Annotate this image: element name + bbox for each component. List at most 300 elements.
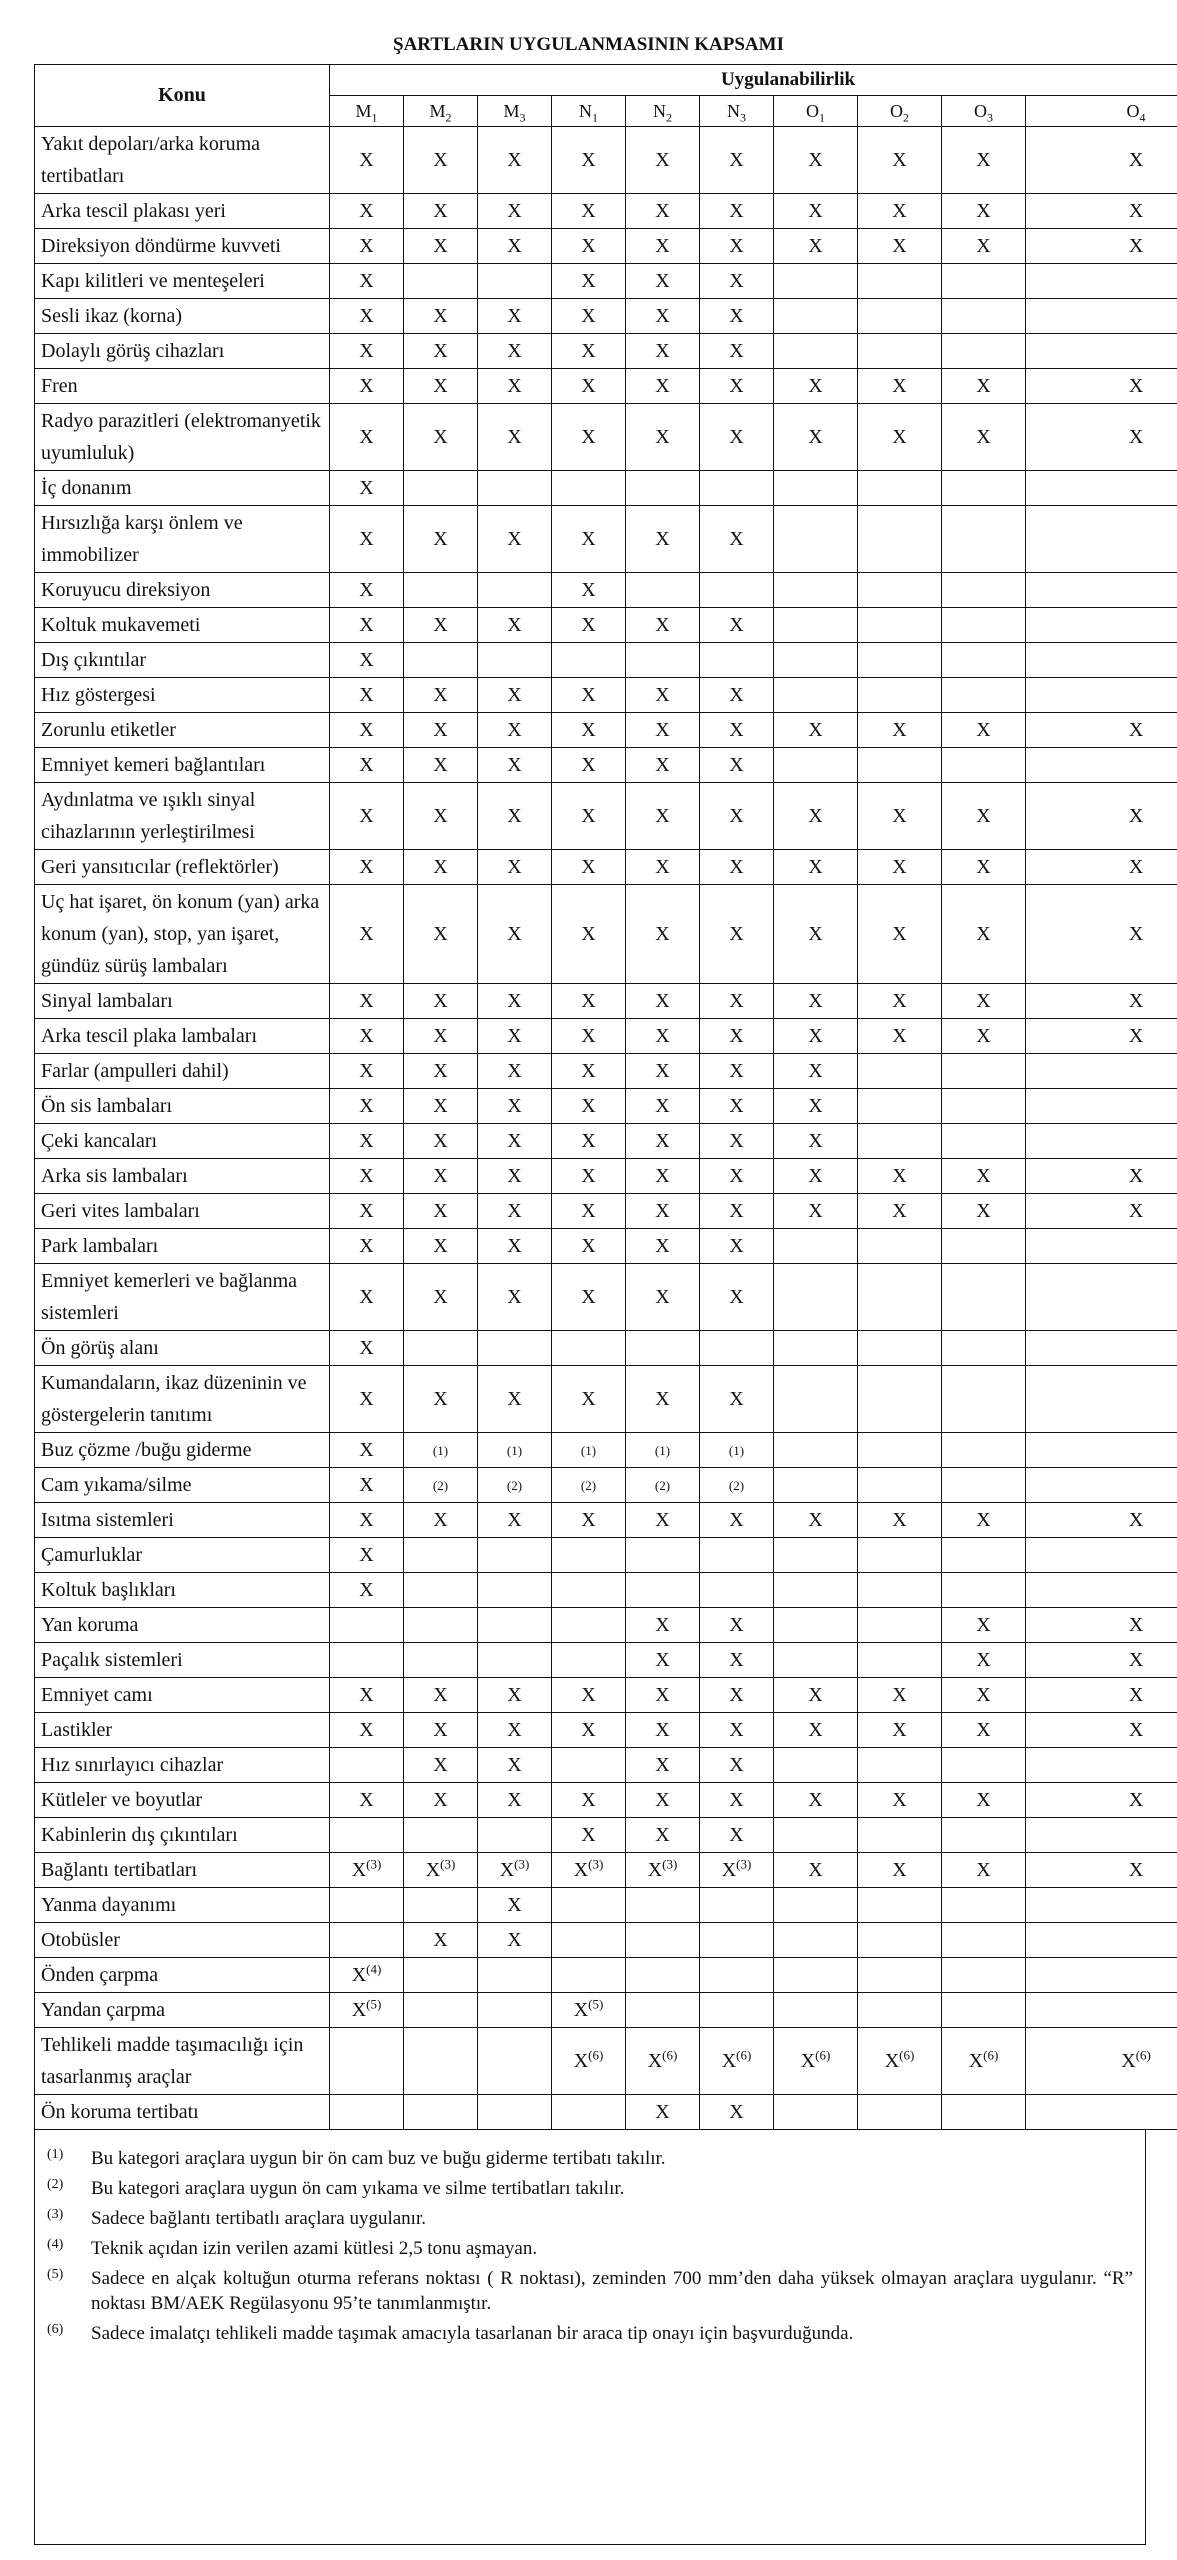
applicability-cell: X (774, 1678, 858, 1713)
applicability-cell: X (404, 404, 478, 471)
applicability-cell: X (858, 1713, 942, 1748)
applicability-cell: X (700, 264, 774, 299)
applicability-cell (552, 1748, 626, 1783)
applicability-cell: X (1026, 127, 1177, 194)
applicability-cell (404, 471, 478, 506)
category-header-m2 (404, 96, 478, 127)
applicability-cell: X (626, 264, 700, 299)
row-topic: Yakıt depoları/arka koruma tertibatları (35, 127, 330, 194)
applicability-cell (1026, 1366, 1177, 1433)
footnote-ref: (4) (366, 1961, 382, 1977)
footnote-text: Bu kategori araçlara uygun ön cam yıkama ve silme tertibatları takılır. (91, 2178, 625, 2199)
applicability-cell: X (330, 1019, 404, 1054)
applicability-cell (1026, 1264, 1177, 1331)
footnote-ref: (1) (728, 1443, 745, 1458)
applicability-cell: X (1026, 1713, 1177, 1748)
applicability-cell: X (626, 678, 700, 713)
applicability-cell: X (858, 369, 942, 404)
footnote-ref: (6) (1135, 2047, 1151, 2063)
applicability-cell: X (700, 1818, 774, 1853)
table-row (35, 2028, 1177, 2095)
applicability-cell (404, 264, 478, 299)
applicability-cell: X (552, 713, 626, 748)
applicability-cell: X (478, 1923, 552, 1958)
applicability-cell (942, 1366, 1026, 1433)
row-topic: Lastikler (35, 1713, 330, 1748)
row-topic: Ön sis lambaları (35, 1089, 330, 1124)
applicability-cell: X (552, 1678, 626, 1713)
row-topic: Zorunlu etiketler (35, 713, 330, 748)
applicability-cell (552, 1608, 626, 1643)
applicability-cell: X (700, 1783, 774, 1818)
applicability-cell: X (552, 1019, 626, 1054)
row-topic: Dış çıkıntılar (35, 643, 330, 678)
category-subscript: 2 (445, 110, 452, 125)
applicability-cell: X (404, 229, 478, 264)
footnote-ref: (5) (588, 1996, 604, 2012)
applicability-cell: X (552, 264, 626, 299)
applicability-cell: X (626, 713, 700, 748)
applicability-cell: X (552, 1713, 626, 1748)
footnote-ref: (1) (654, 1443, 671, 1458)
row-topic: İç donanım (35, 471, 330, 506)
applicability-cell (858, 1264, 942, 1331)
category-base: N (653, 101, 666, 121)
applicability-cell: X (330, 1433, 404, 1468)
row-topic: Direksiyon döndürme kuvveti (35, 229, 330, 264)
row-topic: Ön görüş alanı (35, 1331, 330, 1366)
applicability-cell: X (330, 748, 404, 783)
footnote-ref: (6) (662, 2047, 678, 2063)
applicability-cell (552, 1468, 626, 1503)
applicability-cell: X (626, 1608, 700, 1643)
applicability-cell (774, 1366, 858, 1433)
applicability-cell: X (1026, 1678, 1177, 1713)
applicability-cell: X (942, 404, 1026, 471)
applicability-cell (330, 2095, 404, 2130)
applicability-cell (478, 1993, 552, 2028)
applicability-cell (942, 643, 1026, 678)
row-topic: Koltuk mukavemeti (35, 608, 330, 643)
applicability-cell: X (330, 1264, 404, 1331)
footnote-ref: (6) (815, 2047, 831, 2063)
footnote-text: Sadece en alçak koltuğun oturma referans noktası ( R noktası), zeminden 700 mm’den daha yüksek olmayan araçlara uygulanır. “R” noktası BM/AEK Regülasyonu 95’te tanımlanmıştır. (91, 2268, 1133, 2314)
row-topic: Paçalık sistemleri (35, 1643, 330, 1678)
applicability-cell: X (478, 850, 552, 885)
applicability-cell (774, 334, 858, 369)
footnote-mark: (4) (47, 2237, 64, 2252)
applicability-cell: X (404, 1124, 478, 1159)
footnote-ref: (3) (736, 1856, 752, 1872)
table-row (35, 471, 1177, 506)
applicability-cell (626, 1958, 700, 1993)
applicability-cell: X (552, 506, 626, 573)
applicability-cell (774, 1433, 858, 1468)
category-header-n2 (626, 96, 700, 127)
category-subscript: 1 (592, 110, 598, 125)
applicability-cell: X (858, 1678, 942, 1713)
table-row (35, 506, 1177, 573)
applicability-cell (478, 1433, 552, 1468)
applicability-cell (478, 2028, 552, 2095)
footnote-mark: (1) (47, 2147, 64, 2162)
row-topic: Kapı kilitleri ve menteşeleri (35, 264, 330, 299)
category-header-n1 (552, 96, 626, 127)
applicability-cell (942, 471, 1026, 506)
applicability-cell (858, 678, 942, 713)
applicability-cell: X (700, 1194, 774, 1229)
applicability-cell: X (330, 229, 404, 264)
applicability-cell: X (552, 984, 626, 1019)
applicability-cell: X (774, 1853, 858, 1888)
applicability-cell (942, 1229, 1026, 1264)
applicability-cell (858, 1958, 942, 1993)
row-topic: Koltuk başlıkları (35, 1573, 330, 1608)
applicability-cell: X (478, 1713, 552, 1748)
applicability-cell (552, 1958, 626, 1993)
category-header-o3 (942, 96, 1026, 127)
footnote-ref: (3) (662, 1856, 678, 1872)
applicability-cell: X (1026, 984, 1177, 1019)
applicability-cell: X (774, 850, 858, 885)
applicability-cell: X (700, 404, 774, 471)
applicability-cell (774, 573, 858, 608)
category-subscript: 3 (987, 110, 993, 125)
applicability-cell (626, 1468, 700, 1503)
applicability-cell: X (404, 850, 478, 885)
table-row (35, 984, 1177, 1019)
applicability-cell: X (478, 1159, 552, 1194)
applicability-cell: X (700, 334, 774, 369)
category-subscript: 1 (819, 110, 825, 125)
applicability-cell (552, 1331, 626, 1366)
row-topic: Önden çarpma (35, 1958, 330, 1993)
row-topic: Otobüsler (35, 1923, 330, 1958)
applicability-cell: X (478, 1503, 552, 1538)
table-row (35, 299, 1177, 334)
applicability-cell (552, 1538, 626, 1573)
category-header-n3 (700, 96, 774, 127)
applicability-cell (942, 1054, 1026, 1089)
applicability-cell: X (626, 1019, 700, 1054)
applicability-cell: X (404, 1089, 478, 1124)
footnote-ref: (2) (728, 1478, 745, 1493)
applicability-cell: X (478, 127, 552, 194)
applicability-cell (330, 1888, 404, 1923)
table-row (35, 264, 1177, 299)
applicability-cell: X (1026, 369, 1177, 404)
applicability-cell: X (700, 783, 774, 850)
applicability-cell: X (330, 1089, 404, 1124)
applicability-cell (700, 1538, 774, 1573)
table-row (35, 678, 1177, 713)
applicability-cell: X (774, 713, 858, 748)
applicability-cell: X (330, 1573, 404, 1608)
applicability-cell (774, 1468, 858, 1503)
table-row (35, 1054, 1177, 1089)
applicability-cell: X (552, 404, 626, 471)
row-topic: Yandan çarpma (35, 1993, 330, 2028)
applicability-cell: X (858, 1503, 942, 1538)
table-row (35, 1608, 1177, 1643)
applicability-cell: X (626, 1748, 700, 1783)
applicability-cell (1026, 1124, 1177, 1159)
applicability-cell (1026, 608, 1177, 643)
applicability-cell (942, 1124, 1026, 1159)
applicability-cell: X (330, 713, 404, 748)
applicability-cell: X (552, 1366, 626, 1433)
applicability-cell: X (700, 850, 774, 885)
applicability-cell: X (404, 194, 478, 229)
applicability-cell: X (478, 369, 552, 404)
applicability-cell (626, 1993, 700, 2028)
applicability-cell (330, 1818, 404, 1853)
applicability-cell: X (330, 573, 404, 608)
applicability-cell: X (774, 1089, 858, 1124)
row-topic: Uç hat işaret, ön konum (yan) arka konum (yan), stop, yan işaret, gündüz sürüş lambaları (35, 885, 330, 984)
applicability-cell: X (330, 506, 404, 573)
applicability-cell: X (626, 369, 700, 404)
applicability-cell (942, 1923, 1026, 1958)
applicability-cell: X (1026, 1019, 1177, 1054)
applicability-cell: X (330, 471, 404, 506)
footnote-ref: (1) (580, 1443, 597, 1458)
category-base: O (974, 101, 987, 121)
applicability-cell (478, 1643, 552, 1678)
table-row (35, 127, 1177, 194)
applicability-cell: X (626, 1089, 700, 1124)
applicability-cell: $X^{(6)}$ (942, 2028, 1026, 2095)
applicability-cell (700, 1993, 774, 2028)
row-topic: Ön koruma tertibatı (35, 2095, 330, 2130)
applicability-cell (700, 573, 774, 608)
applicability-cell (858, 1538, 942, 1573)
applicability-cell: $X^{(5)}$ (552, 1993, 626, 2028)
row-topic: Fren (35, 369, 330, 404)
applicability-cell (774, 1331, 858, 1366)
applicability-cell: X (404, 1713, 478, 1748)
table-row (35, 573, 1177, 608)
applicability-cell: X (942, 127, 1026, 194)
applicability-cell: X (404, 1923, 478, 1958)
applicability-cell: X (700, 1366, 774, 1433)
applicability-cell: X (626, 1194, 700, 1229)
applicability-cell (700, 1958, 774, 1993)
applicability-cell (478, 1573, 552, 1608)
applicability-cell (404, 1538, 478, 1573)
category-base: O (890, 101, 903, 121)
table-row (35, 229, 1177, 264)
applicability-cell: $X^{(3)}$ (552, 1853, 626, 1888)
applicability-cell: X (330, 608, 404, 643)
table-row (35, 1643, 1177, 1678)
applicability-cell: X (942, 1159, 1026, 1194)
applicability-cell: X (858, 783, 942, 850)
applicability-cell: X (552, 127, 626, 194)
applicability-cell (942, 1264, 1026, 1331)
applicability-cell: X (1026, 1643, 1177, 1678)
applicability-cell (774, 2095, 858, 2130)
applicability-cell: X (478, 334, 552, 369)
applicability-cell: X (626, 1713, 700, 1748)
applicability-cell (1026, 1089, 1177, 1124)
applicability-cell (626, 1923, 700, 1958)
applicability-cell: X (700, 2095, 774, 2130)
applicability-cell (858, 1433, 942, 1468)
applicability-cell: X (330, 299, 404, 334)
applicability-cell (942, 678, 1026, 713)
applicability-cell: X (700, 194, 774, 229)
applicability-cell: X (404, 369, 478, 404)
applicability-cell: X (552, 1194, 626, 1229)
applicability-cell: X (942, 1194, 1026, 1229)
applicability-cell (1026, 2095, 1177, 2130)
footnote-ref: (1) (506, 1443, 523, 1458)
applicability-cell: X (700, 1748, 774, 1783)
applicability-cell (478, 1958, 552, 1993)
footnote (47, 2176, 1133, 2201)
applicability-cell (626, 1573, 700, 1608)
applicability-cell: X (404, 678, 478, 713)
row-topic: Isıtma sistemleri (35, 1503, 330, 1538)
applicability-cell (1026, 643, 1177, 678)
applicability-cell: X (700, 984, 774, 1019)
table-row (35, 404, 1177, 471)
applicability-cell (626, 1433, 700, 1468)
applicability-cell: X (774, 1054, 858, 1089)
row-topic: Bağlantı tertibatları (35, 1853, 330, 1888)
category-subscript: 2 (666, 110, 672, 125)
applicability-cell: X (330, 404, 404, 471)
row-topic: Koruyucu direksiyon (35, 573, 330, 608)
table-row (35, 369, 1177, 404)
applicability-cell (858, 573, 942, 608)
header-row-1 (35, 65, 1177, 96)
applicability-cell: X (478, 984, 552, 1019)
applicability-cell: X (552, 783, 626, 850)
category-header-m3 (478, 96, 552, 127)
applicability-cell (774, 264, 858, 299)
applicability-cell (858, 1089, 942, 1124)
row-topic: Yan koruma (35, 1608, 330, 1643)
applicability-cell: X (404, 984, 478, 1019)
applicability-cell (942, 1888, 1026, 1923)
applicability-cell: X (858, 885, 942, 984)
row-topic: Hız sınırlayıcı cihazlar (35, 1748, 330, 1783)
applicability-cell: X (404, 1503, 478, 1538)
footnote (47, 2321, 1133, 2346)
row-topic: Arka sis lambaları (35, 1159, 330, 1194)
applicability-cell (478, 1538, 552, 1573)
applicability-cell: X (774, 1159, 858, 1194)
applicability-cell (858, 1748, 942, 1783)
row-topic: Çeki kancaları (35, 1124, 330, 1159)
applicability-cell (858, 1366, 942, 1433)
applicability-cell (774, 748, 858, 783)
applicability-cell (858, 748, 942, 783)
applicability-cell: X (858, 1019, 942, 1054)
table-row (35, 885, 1177, 984)
applicability-cell: X (626, 127, 700, 194)
row-topic: Park lambaları (35, 1229, 330, 1264)
applicability-cell (330, 1923, 404, 1958)
table-row (35, 1573, 1177, 1608)
footnote-ref: (2) (580, 1478, 597, 1493)
applicability-cell (858, 264, 942, 299)
applicability-cell: X (942, 1608, 1026, 1643)
applicability-cell (552, 1433, 626, 1468)
applicability-cell: X (700, 1264, 774, 1331)
footnote-text: Bu kategori araçlara uygun bir ön cam buz ve buğu giderme tertibatı takılır. (91, 2148, 666, 2169)
applicability-cell: X (1026, 1608, 1177, 1643)
applicability-cell: X (626, 850, 700, 885)
applicability-cell (1026, 1573, 1177, 1608)
applicability-cell: X (1026, 229, 1177, 264)
table-row (35, 1853, 1177, 1888)
applicability-cell: X (626, 2095, 700, 2130)
applicability-cell: X (700, 1054, 774, 1089)
applicability-cell (478, 1331, 552, 1366)
applicability-cell: X (626, 1783, 700, 1818)
applicability-cell: X (942, 783, 1026, 850)
applicability-cell (552, 1573, 626, 1608)
applicability-cell: $X^{(3)}$ (404, 1853, 478, 1888)
applicability-cell: X (478, 1124, 552, 1159)
row-topic: Cam yıkama/silme (35, 1468, 330, 1503)
applicability-cell: X (942, 713, 1026, 748)
applicability-cell: X (774, 1019, 858, 1054)
applicability-cell (404, 1468, 478, 1503)
applicability-cell: X (1026, 1159, 1177, 1194)
table-row (35, 1194, 1177, 1229)
applicability-cell (858, 1229, 942, 1264)
applicability-cell (1026, 264, 1177, 299)
applicability-cell (858, 1468, 942, 1503)
applicability-cell: X (858, 194, 942, 229)
applicability-cell (404, 1993, 478, 2028)
applicability-cell: X (626, 1366, 700, 1433)
applicability-cell: X (942, 1713, 1026, 1748)
applicability-cell: X (700, 1159, 774, 1194)
applicability-cell (774, 678, 858, 713)
table-row (35, 1678, 1177, 1713)
applicability-cell (1026, 1888, 1177, 1923)
row-topic: Sinyal lambaları (35, 984, 330, 1019)
table-row (35, 713, 1177, 748)
applicability-cell: X (330, 1713, 404, 1748)
category-subscript: 3 (740, 110, 746, 125)
applicability-cell: X (774, 1713, 858, 1748)
applicability-cell (942, 1573, 1026, 1608)
applicability-cell: X (552, 608, 626, 643)
row-topic: Arka tescil plakası yeri (35, 194, 330, 229)
applicability-cell: X (330, 1159, 404, 1194)
applicability-cell (942, 1748, 1026, 1783)
row-topic: Emniyet kemerleri ve bağlanma sistemleri (35, 1264, 330, 1331)
applicability-cell: X (330, 1229, 404, 1264)
applicability-cell: X (942, 194, 1026, 229)
applicability-cell: X (330, 1468, 404, 1503)
applicability-cell: X (330, 1678, 404, 1713)
applicability-cell (626, 643, 700, 678)
applicability-cell: X (330, 1538, 404, 1573)
applicability-cell: $X^{(6)}$ (552, 2028, 626, 2095)
applicability-cell: X (700, 1608, 774, 1643)
applicability-cell: X (700, 678, 774, 713)
applicability-cell: X (330, 127, 404, 194)
applicability-cell (700, 1331, 774, 1366)
applicability-cell: X (942, 850, 1026, 885)
